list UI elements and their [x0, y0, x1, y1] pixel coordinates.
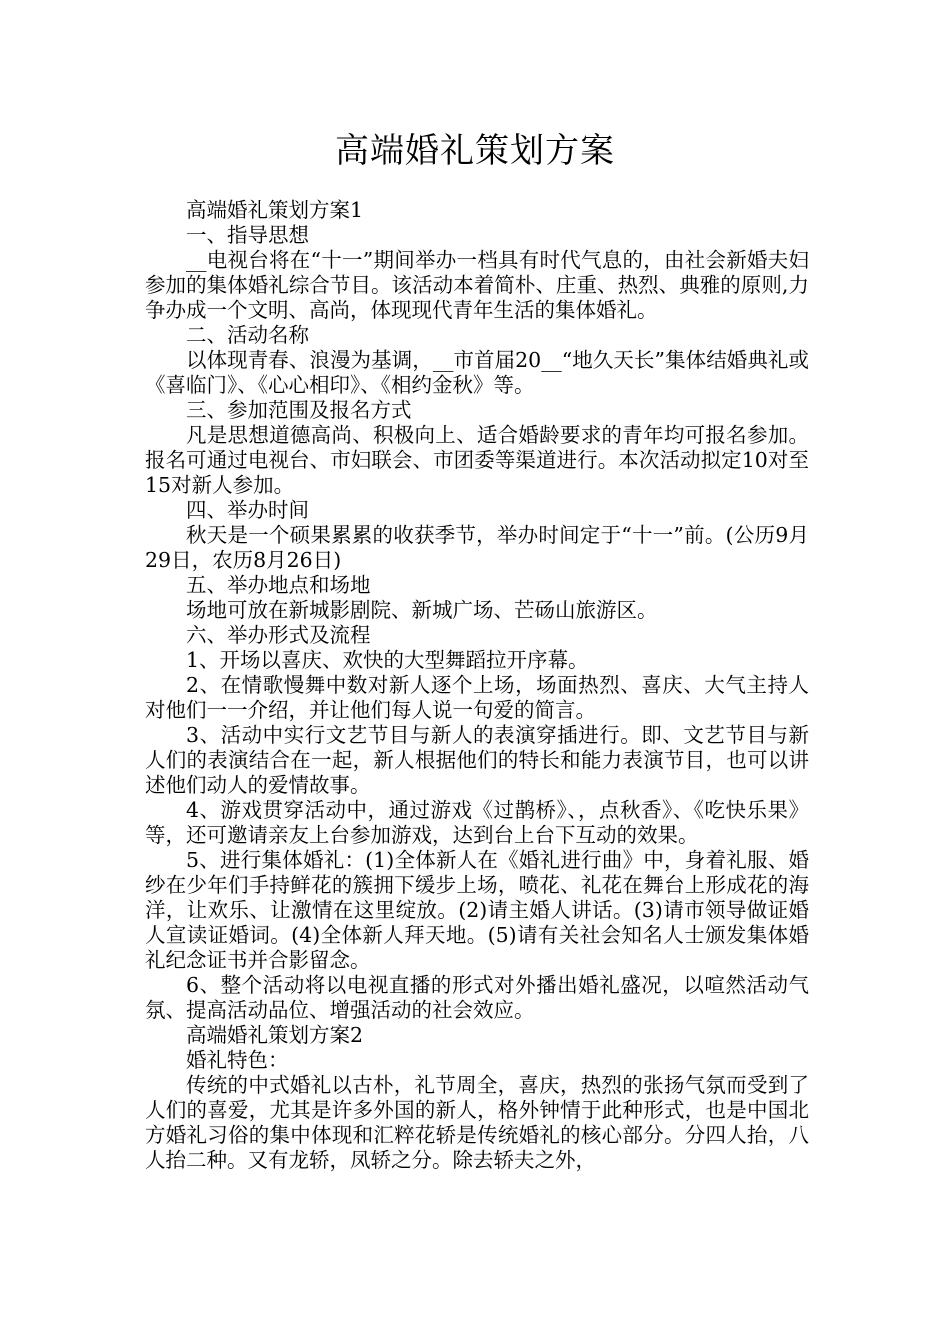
paragraph: 传统的中式婚礼以古朴，礼节周全，喜庆，热烈的张扬气氛而受到了人们的喜爱，尤其是许多外国的新人，格外钟情于此种形式，也是中国北方婚礼习俗的集中体现和汇粹花轿是传统婚礼的核心部分。分四人抬，八人抬二种。又有龙轿，凤轿之分。除去轿夫之外， — [145, 1073, 809, 1172]
section-heading: 一、指导思想 — [186, 223, 309, 247]
paragraph: 以体现青春、浪漫为基调，__市首届20__“地久天长”集体结婚典礼或《喜临门》、《心心相印》、《相约金秋》等。 — [145, 348, 809, 397]
list-item: 3、活动中实行文艺节目与新人的表演穿插进行。即、文艺节目与新人们的表演结合在一起，新人根据他们的特长和能力表演节目，也可以讲述他们动人的爱情故事。 — [145, 723, 809, 797]
list-item: 2、在情歌慢舞中数对新人逐个上场，场面热烈、喜庆、大气主持人对他们一一介绍，并让他们每人说一句爱的简言。 — [145, 673, 809, 722]
section-heading: 四、举办时间 — [186, 498, 309, 522]
section-heading: 二、活动名称 — [186, 323, 309, 347]
section-heading: 高端婚礼策划方案2 — [186, 1023, 364, 1047]
section-heading: 六、举办形式及流程 — [186, 623, 371, 647]
document-body — [145, 198, 809, 1173]
paragraph: 秋天是一个硕果累累的收获季节，举办时间定于“十一”前。(公历9月29日，农历8月26日) — [145, 523, 809, 572]
section-heading: 五、举办地点和场地 — [186, 573, 371, 597]
paragraph: 凡是思想道德高尚、积极向上、适合婚龄要求的青年均可报名参加。报名可通过电视台、市妇联会、市团委等渠道进行。本次活动拟定10对至15对新人参加。 — [145, 423, 809, 497]
paragraph: 场地可放在新城影剧院、新城广场、芒砀山旅游区。 — [186, 598, 658, 622]
section-heading: 婚礼特色： — [186, 1048, 289, 1072]
list-item: 5、进行集体婚礼：(1)全体新人在《婚礼进行曲》中，身着礼服、婚纱在少年们手持鲜花的簇拥下缓步上场，喷花、礼花在舞台上形成花的海洋，让欢乐、让激情在这里绽放。(2)请主婚人讲话。(3)请市领导做证婚人宣读证婚词。(4)全体新人拜天地。(5)请有关社会知名人士颁发集体婚礼纪念证书并合影留念。 — [145, 848, 809, 972]
document-title: 高端婚礼策划方案 — [335, 131, 615, 171]
paragraph: 高端婚礼策划方案1 — [186, 198, 364, 222]
list-item: 4、游戏贯穿活动中，通过游戏《过鹊桥》、，点秋香》、《吃快乐果》等，还可邀请亲友上台参加游戏，达到台上台下互动的效果。 — [145, 798, 809, 847]
paragraph: __电视台将在“十一”期间举办一档具有时代气息的，由社会新婚夫妇参加的集体婚礼综合节目。该活动本着简朴、庄重、热烈、典雅的原则,力争办成一个文明、高尚，体现现代青年生活的集体婚礼。 — [145, 248, 809, 322]
list-item: 6、整个活动将以电视直播的形式对外播出婚礼盛况，以喧然活动气氛、提高活动品位、增强活动的社会效应。 — [145, 973, 809, 1022]
section-heading: 三、参加范围及报名方式 — [186, 398, 412, 422]
list-item: 1、开场以喜庆、欢快的大型舞蹈拉开序幕。 — [186, 648, 589, 672]
